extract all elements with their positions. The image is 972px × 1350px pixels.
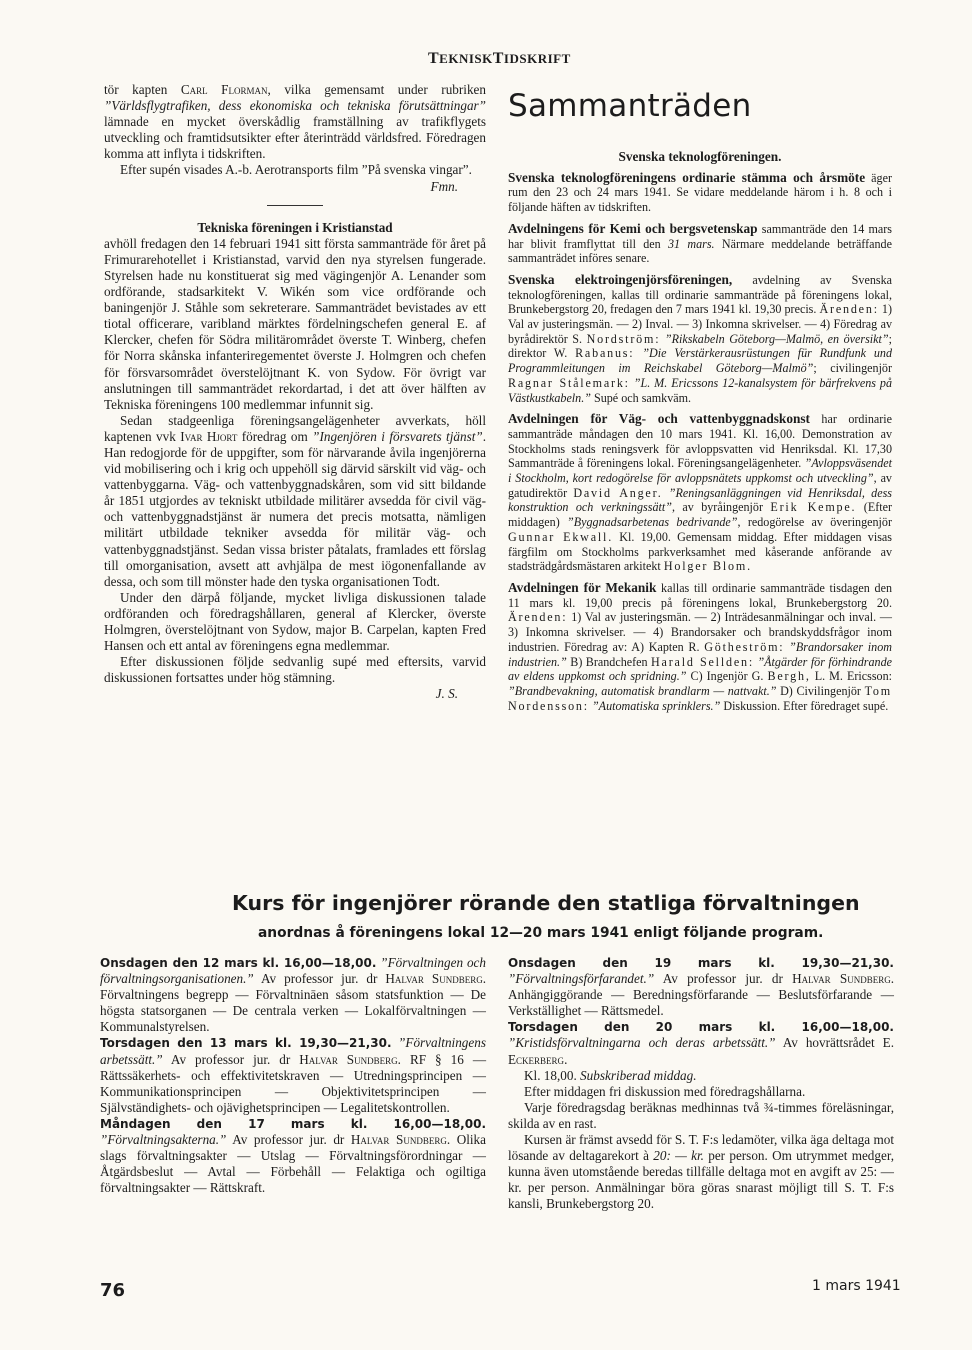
right-column xyxy=(508,134,892,720)
notice-kemi: Avdelningens för Kemi och bergsvetenskap sammanträde den 14 mars har blivit framflyttat till den 31 mars. Närmare meddelande beträffande sammanträdet införes senare. xyxy=(508,220,892,266)
kurs-left-column xyxy=(100,955,486,1196)
masthead: TEKNISKTIDSKRIFT xyxy=(428,50,571,67)
kurs-subtitle: anordnas å föreningens lokal 12—20 mars 1941 enligt följande program. xyxy=(258,925,824,941)
kurs-middag: Kl. 18,00. Subskriberad middag. xyxy=(524,1067,697,1083)
stf-header: Svenska teknologföreningen. xyxy=(618,149,782,164)
left-column xyxy=(104,82,486,702)
kurs-entry-5: Torsdagen den 20 mars kl. 16,00—18,00. ”Kristidsförvaltningarna och deras arbetssätt.” Av hovrättsrådet E. Eckerberg. xyxy=(508,1020,894,1067)
notice-mekanik: Avdelningen för Mekanik kallas till ordinarie sammanträde tisdagen den 11 mars kl. 19,00 precis på föreningens lokal, Brunkebergstorg 20. Ärenden: 1) Val av justeringsmän. — 2) Inträdesanmälningar och inval. — 3) Inkomna skrivelser. — 4) Brandorsaker och brandskyddsfrågor inom industrien. Föredrag av: A) Kapten R. Götheström: ”Brandorsaker inom industrien.” B) Brandchefen Harald Sellden: ”Åtgärder för förhindrande av eldens uppkomst och spridning.” C) Ingenjör G. Bergh, L. M. Ericsson: ”Brandbevakning, automatisk brandlarm — nattvakt.” D) Civilingenjör Tom Nordensson: ”Automatiska sprinklers.” Diskussion. Efter föredraget supé. xyxy=(508,579,892,713)
signature-js: J. S. xyxy=(435,686,458,702)
intro-paragraph: tör kapten Carl Florman, vilka gemensamt under rubriken ”Världsflygtrafiken, dess ekonomiska och tekniska förutsättningar” lämnade en mycket överskådlig framställning av trafikflygets utveckling och framtidsutsikter efter återinträdd världsfred. Föredragen komma att inflyta i tidskriften. xyxy=(104,82,486,162)
notice-stamma: Svenska teknologföreningens ordinarie stämma och årsmöte äger rum den 23 och 24 mars 1941. Se vidare meddelande härom i h. 8 och i följande häften av tidskriften. xyxy=(508,169,892,215)
kurs-right-column xyxy=(508,955,894,1213)
page-number: 76 xyxy=(100,1280,126,1301)
kurs-title: Kurs för ingenjörer rörande den statliga förvaltningen xyxy=(232,891,860,915)
issue-date: 1 mars 1941 xyxy=(812,1278,901,1294)
kurs-avgift: Kursen är främst avsedd för S. T. F:s ledamöter, vilka äga deltaga mot lösande av deltagarekort à 20: — kr. per person. Om utrymmet medger, kunna även utomstående beredas tillfälle deltaga mot en avgift av 25: — kr. per person. Anmälningar böra göras snarast möjligt till S. T. F:s kansli, Brunkebergstorg 20. xyxy=(508,1132,894,1212)
kristianstad-paragraph-4: Efter diskussionen följde sedvanlig supé med eftersits, varvid diskussionen fortsattes under hög stämning. xyxy=(104,654,486,686)
notice-elektro: Svenska elektroingenjörsföreningen, avdelning av Svenska teknologföreningen, kallas till ordinarie sammanträde på föreningens lokal, Brunkebergstorg 20, fredagen den 7 mars 1941 kl. 19,30 precis. Ärenden: 1) Val av justeringsmän. — 2) Inval. — 3) Inkomna skrivelser. — 4) Föredrag av byrådirektör S. Nordström: ”Rikskabeln Göteborg—Malmö, en översikt”; direktor W. Rabanus: ”Die Verstärkerausrüstungen für Rundfunk und Programmleitungen im Reichskabel Göteborg—Malmö”; civilingenjör Ragnar Stålemark: ”L. M. Ericssons 12-kanalsystem för bärfrekvens på Västkustkabeln.” Supé och samkväm. xyxy=(508,271,893,405)
film-paragraph: Efter supén visades A.-b. Aerotransports film ”På svenska vingar”. xyxy=(120,162,472,178)
kurs-entry-3: Måndagen den 17 mars kl. 16,00—18,00. ”Förvaltningsakterna.” Av professor jur. dr Halvar Sundberg. Olika slags förvaltningsakter — Utslag — Förvaltningsförordningar — Åtgärdsbeslut — Avtal — Förbehåll — Felaktiga och ogiltiga förvaltningsakter — Rättskraft. xyxy=(100,1116,486,1196)
signature-fmn: Fmn. xyxy=(430,178,458,194)
kristianstad-heading: Tekniska föreningen i Kristianstad xyxy=(197,219,393,235)
notice-vag-vatten: Avdelningen för Väg- och vattenbyggnadskonst har ordinarie sammanträde måndagen den 10 mars 1941. Kl. 16,00. Demonstration av Stockholms stads reningsverk för avloppsvatten vid Henriksdal. Kl. 17,30 Sammanträde å föreningens lokal. Föreningsangelägenheter. ”Avloppsväsendet i Stockholm, kort redogörelse för avloppsnätets uppkomst och utveckling”, av gatudirektör David Anger. ”Reningsanläggningen vid Henriksdal, dess konstruktion och verkningssätt”, av byråingenjör Erik Kempe. (Efter middagen) ”Byggnadsarbetenas bedrivande”, redogörelse av överingenjör Gunnar Ekwall. Kl. 19,00. Gemensam middag. Efter middagen visas färgfilm om Stockholms parkverksamhet med kåserande anförande av stadsträdgårdsmästaren arkitekt Holger Blom. xyxy=(508,411,892,574)
kristianstad-paragraph-1: avhöll fredagen den 14 februari 1941 sitt första sammanträde för året på Frimurarehotellet i Kristianstad, varvid den nya styrelsen fungerade. Styrelsen hade nu konstituerat sig med vägingenjör A. Lenander som ordförande, stadsarkitekt V. Wikén som vice ordförande och baningenjör J. Ståhle som sekreterare. Sammanträdet bevistades av ett tiotal officerare, varibland märktes fördelningschefen general E. af Klercker, chefen för Södra militärområdet överste T. Winberg, chefen för Norra skånska infanteriregementet överste J. Holmgren och chefen för försvarsområdet överstelöjtnant K. von Sydow. För övrigt var anslutningen till sammanträdet rekordartad, i det att över hälften av Tekniska föreningens 100 medlemmar infunnit sig. xyxy=(104,235,486,412)
kristianstad-paragraph-3: Under den därpå följande, mycket livliga diskussionen talade ordföranden och föredragshållaren, general af Klercker, överste Holmgren, överstelöjtnant von Sydow, major B. Carpelan, kapten Fred Hansen och ett antal av föreningens egna medlemmar. xyxy=(104,589,486,654)
kurs-diskussion: Efter middagen fri diskussion med föredragshållarna. xyxy=(524,1083,806,1099)
kristianstad-paragraph-2: Sedan stadgeenliga föreningsangelägenheter avverkats, höll kaptenen vvk Ivar Hjort föredrag om ”Ingenjören i försvarets tjänst”. Han redogjorde för de uppgifter, som för närvarande åvila ingenjörerna vid mobilisering och i krig och uppehöll sig därvid särskilt vid väg- och vattenbyggarna. Väg- och vattenbyggnadskåren, som vid sitt bildande år 1851 utgjordes av tekniskt utbildade militärer avsedda för civil väg- och vattenbyggnadstjänst är numera det precis motsatta, nämligen militärt utbildade tekniker avsedda för militär väg- och vattenbyggnadstjänst. Sedan vissa brister påtalats, framlades ett förslag till omorganisation, avsett att avhjälpa de mest iögonenfallande av dessa, och som till mönster hade den tyska organisationen Todt. xyxy=(104,412,486,589)
kurs-forelasningar: Varje föredragsdag beräknas medhinnas två ¾-timmes föreläsningar, skilda av en rast. xyxy=(508,1099,894,1131)
divider-rule xyxy=(267,205,323,206)
kurs-entry-2: Torsdagen den 13 mars kl. 19,30—21,30. ”Förvaltningens arbetssätt.” Av professor jur. dr Halvar Sundberg. RF § 16 — Rättssäkerhets- och effektivitetskraven — Utredningsprincipen — Kommunikationsprincipen — Objektivitetsprincipen — Självständighets- och ojävighetsprincipen — Legalitetskontrollen. xyxy=(100,1035,487,1115)
kurs-entry-1: Onsdagen den 12 mars kl. 16,00—18,00. ”Förvaltningen och förvaltningsorganisationen.” Av professor jur. dr Halvar Sundberg. Förvaltningens begrepp — Förvaltnināen såsom statsfunktion — De högsta statsorganen — De centrala verken — Lokalförvaltningen — Kommunalstyrelsen. xyxy=(100,955,487,1035)
section-title: Sammanträden xyxy=(508,88,752,124)
kurs-entry-4: Onsdagen den 19 mars kl. 19,30—21,30. ”Förvaltningsförfarandet.” Av professor jur. dr Halvar Sundberg. Anhängiggörande — Beredningsförfarande — Beslutsförfarande — Verkställighet — Rättsmedel. xyxy=(508,956,895,1019)
